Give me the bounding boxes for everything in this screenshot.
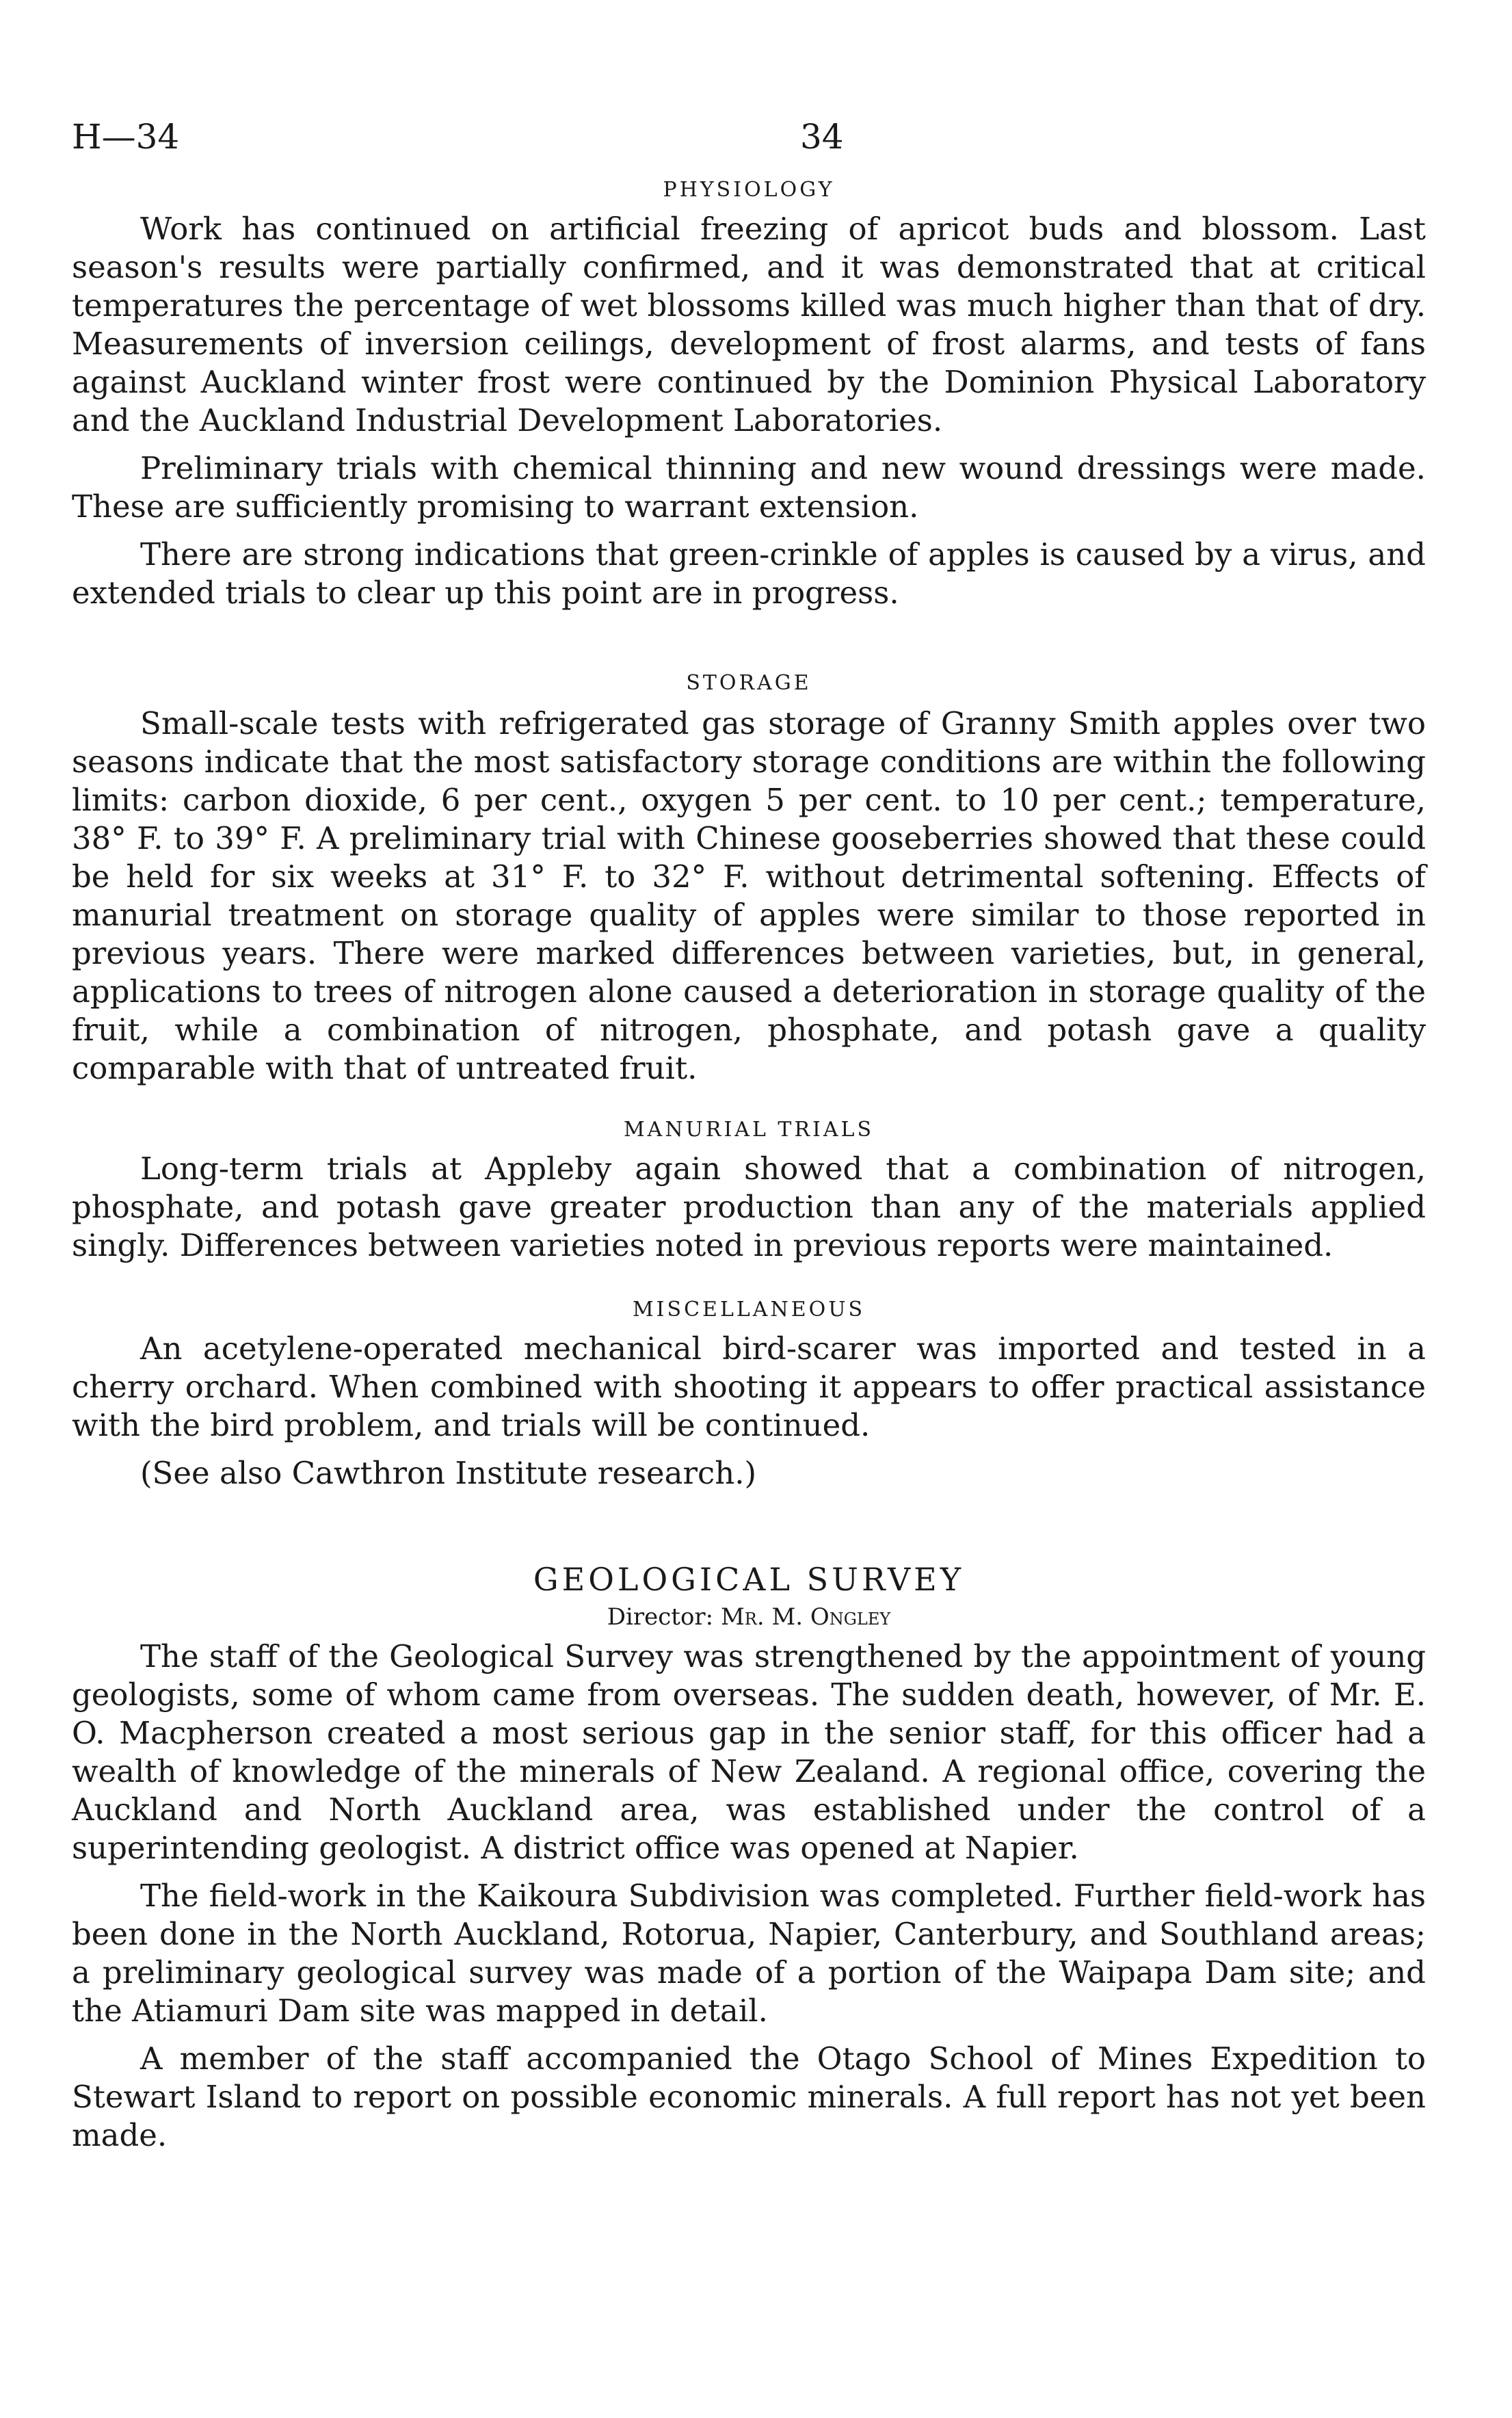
section-heading-manurial-trials: MANURIAL TRIALS	[623, 1118, 875, 1142]
physiology-paragraph-2: Preliminary trials with chemical thinning and new wound dressings were made. These are sufficiently promising to warrant extension.	[72, 450, 1426, 525]
manurial-trials-paragraph-1: Long-term trials at Appleby again showed that a combination of nitrogen, phosphate, and potash gave greater production than any of the materials applied singly. Differences between varieties noted in previous reports were maintained.	[72, 1151, 1426, 1263]
physiology-paragraph-1: Work has continued on artificial freezing of apricot buds and blossom. Last season's results were partially confirmed, and it was demonstrated that at critical temperatures the percentage of wet blossoms killed was much higher than that of dry. Measurements of inversion ceilings, development of frost alarms, and tests of fans against Auckland winter frost were continued by the Dominion Physical Laboratory and the Auckland Industrial Development Laboratories.	[72, 211, 1426, 438]
miscellaneous-paragraph-1: An acetylene-operated mechanical bird-scarer was imported and tested in a cherry orchard. When combined with shooting it appears to offer practical assistance with the bird problem, and trials will be continued.	[72, 1330, 1426, 1443]
director-name: Mr. M. Ongley	[720, 1603, 891, 1631]
storage-paragraph-1: Small-scale tests with refrigerated gas storage of Granny Smith apples over two seasons indicate that the most satisfactory storage conditions are within the following limits: carbon dioxide, 6 per cent., oxygen 5 per cent. to 10 per cent.; temperature, 38° F. to 39° F. A preliminary trial with Chinese gooseberries showed that these could be held for six weeks at 31° F. to 32° F. without detrimental softening. Effects of manurial treatment on storage quality of apples were similar to those reported in previous years. There were marked differences between varieties, but, in general, applications to trees of nitrogen alone caused a deterioration in storage quality of the fruit, while a combination of nitrogen, phosphate, and potash gave a quality comparable with that of untreated fruit.	[72, 705, 1426, 1086]
running-header	[72, 109, 1426, 164]
director-label: Director:	[607, 1603, 714, 1631]
section-heading-geological-survey: GEOLOGICAL SURVEY	[533, 1561, 965, 1598]
report-reference: H—34	[72, 117, 180, 157]
document-page	[72, 109, 1426, 2155]
section-heading-storage: STORAGE	[686, 671, 812, 695]
geological-survey-paragraph-2: The field-work in the Kaikoura Subdivision was completed. Further field-work has been done in the North Auckland, Rotorua, Napier, Canterbury, and Southland areas; a preliminary geological survey was made of a portion of the Waipapa Dam site; and the Atiamuri Dam site was mapped in detail.	[72, 1878, 1426, 2029]
geological-survey-paragraph-3: A member of the staff accompanied the Otago School of Mines Expedition to Stewart Island to report on possible economic minerals. A full report has not yet been made.	[72, 2040, 1426, 2153]
physiology-paragraph-3: There are strong indications that green-crinkle of apples is caused by a virus, and extended trials to clear up this point are in progress.	[72, 536, 1426, 611]
miscellaneous-paragraph-2: (See also Cawthron Institute research.)	[140, 1455, 757, 1491]
geological-survey-paragraph-1: The staff of the Geological Survey was strengthened by the appointment of young geologists, some of whom came from overseas. The sudden death, however, of Mr. E. O. Macpherson created a most serious gap in the senior staff, for this officer had a wealth of knowledge of the minerals of New Zealand. A regional office, covering the Auckland and North Auckland area, was established under the control of a superintending geologist. A district office was opened at Napier.	[72, 1638, 1426, 1866]
director-line	[72, 1603, 1426, 1631]
section-heading-miscellaneous: MISCELLANEOUS	[632, 1298, 866, 1322]
section-heading-physiology: PHYSIOLOGY	[663, 178, 835, 202]
page-number: 34	[800, 117, 844, 157]
